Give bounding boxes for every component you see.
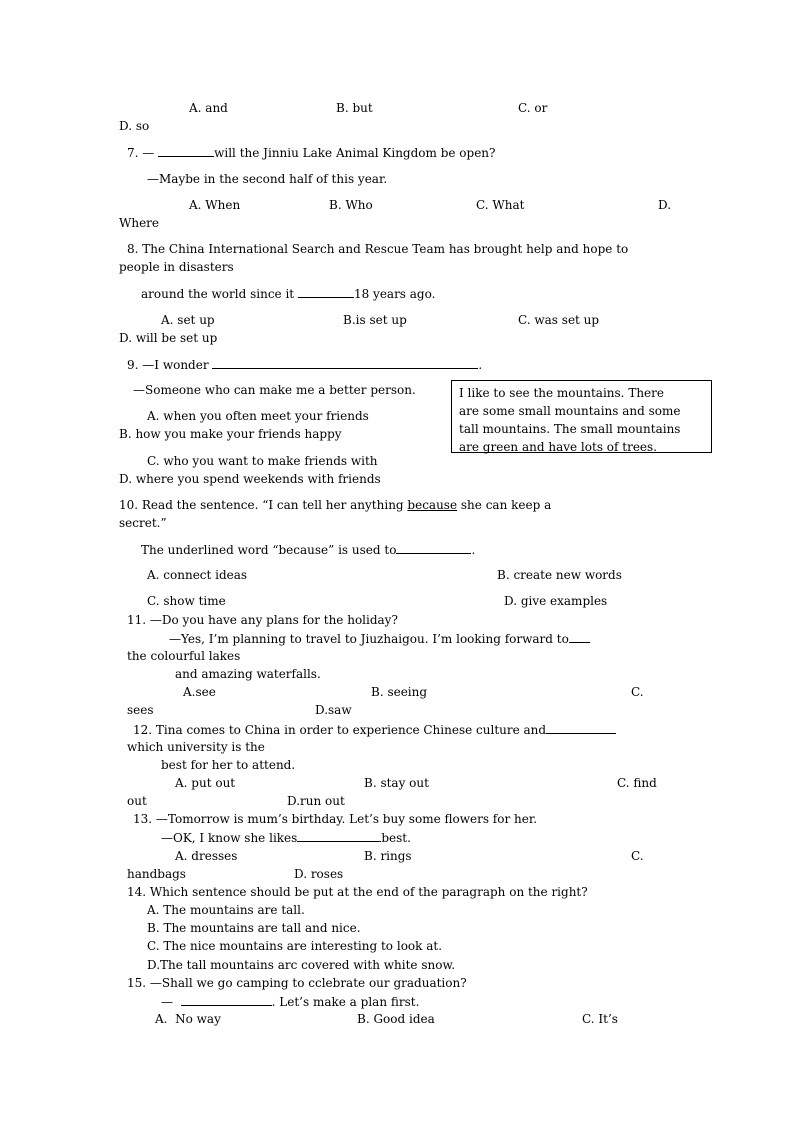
q11-option-c-word: sees	[127, 703, 154, 717]
paragraph-blank-mark: _	[701, 439, 707, 453]
q14-option-a: A. The mountains are tall.	[147, 903, 305, 917]
q10-option-a: A. connect ideas	[147, 568, 248, 582]
q13-stem-line2: —OK, I know she likes best.	[161, 831, 411, 845]
q13-option-c-word: handbags	[127, 867, 186, 881]
q12-stem-line2: which university is the	[127, 740, 265, 754]
q11-stem-line3: the colourful lakes	[127, 649, 241, 663]
reading-paragraph-box	[451, 380, 712, 453]
q8-stem-line3: around the world since it 18 years ago.	[141, 287, 436, 301]
q12-stem-line3: best for her to attend.	[161, 758, 296, 772]
q12-option-c-word: out	[127, 794, 147, 808]
q10-stem-line2: secret.”	[119, 516, 167, 530]
paragraph-line: are green and have lots of trees.	[459, 440, 657, 454]
q9-reply: —Someone who can make me a better person.	[133, 383, 416, 397]
q9-stem: 9. —I wonder .	[127, 358, 483, 372]
q11-stem-line2: —Yes, I’m planning to travel to Jiuzhaigou. I’m looking forward to	[169, 630, 590, 646]
q11-option-a: A.see	[183, 685, 216, 699]
q6-option-b: B. but	[336, 101, 373, 115]
q12-stem-line1: 12. Tina comes to China in order to experience Chinese culture and	[133, 721, 616, 737]
q11-option-b: B. seeing	[371, 685, 428, 699]
q14-stem: 14. Which sentence should be put at the end of the paragraph on the right?	[127, 885, 588, 899]
q8-option-c: C. was set up	[518, 313, 600, 327]
answer-blank	[569, 630, 590, 643]
paragraph-line: are some small mountains and some	[459, 404, 681, 418]
q15-option-a: A. No way	[155, 1012, 221, 1026]
underlined-word: because	[407, 498, 458, 512]
q7-option-a: A. When	[189, 198, 241, 212]
q9-option-a: A. when you often meet your friends	[147, 409, 369, 423]
paragraph-line: tall mountains. The small mountains	[459, 422, 681, 436]
q7-stem: 7. — will the Jinniu Lake Animal Kingdom be open?	[127, 146, 496, 160]
q8-stem-line2: people in disasters	[119, 260, 234, 274]
q12-option-d: D.run out	[287, 794, 345, 808]
q7-option-c: C. What	[476, 198, 525, 212]
q7-option-b: B. Who	[329, 198, 373, 212]
q14-option-c: C. The nice mountains are interesting to look at.	[147, 939, 443, 953]
q7-option-d-label: D.	[658, 198, 672, 212]
q10-option-c: C. show time	[147, 594, 226, 608]
q13-option-b: B. rings	[364, 849, 412, 863]
answer-blank	[298, 285, 354, 298]
answer-blank	[212, 356, 478, 369]
answer-blank	[297, 829, 381, 842]
q13-option-a: A. dresses	[175, 849, 238, 863]
q12-option-a: A. put out	[175, 776, 236, 790]
q8-option-a: A. set up	[161, 313, 215, 327]
q9-option-b: B. how you make your friends happy	[119, 427, 342, 441]
paragraph-line: I like to see the mountains. There	[459, 386, 664, 400]
q8-option-b: B.is set up	[343, 313, 407, 327]
q8-option-d: D. will be set up	[119, 331, 218, 345]
q7-option-d-word: Where	[119, 216, 160, 230]
q15-option-c: C. It’s	[582, 1012, 618, 1026]
q6-option-c: C. or	[518, 101, 548, 115]
q13-stem-line1: 13. —Tomorrow is mum’s birthday. Let’s buy some flowers for her.	[133, 812, 538, 826]
q12-option-c-label: C. find	[617, 776, 657, 790]
q13-option-d: D. roses	[294, 867, 344, 881]
q10-option-b: B. create new words	[497, 568, 622, 582]
q15-stem-line1: 15. —Shall we go camping to cclebrate our graduation?	[127, 976, 467, 990]
q9-option-c: C. who you want to make friends with	[147, 454, 378, 468]
q10-stem-line1: 10. Read the sentence. “I can tell her anything because she can keep a	[119, 498, 552, 512]
answer-blank	[396, 541, 471, 554]
q11-stem-line4: and amazing waterfalls.	[175, 667, 321, 681]
q14-option-d: D.The tall mountains arc covered with white snow.	[147, 958, 456, 972]
q10-stem-line3: The underlined word “because” is used to .	[141, 543, 476, 557]
answer-blank	[546, 721, 616, 734]
q15-option-b: B. Good idea	[357, 1012, 435, 1026]
q11-stem-line1: 11. —Do you have any plans for the holiday?	[127, 613, 398, 627]
q13-option-c-label: C.	[631, 849, 644, 863]
q8-stem-line1: 8. The China International Search and Rescue Team has brought help and hope to	[127, 242, 629, 256]
q7-reply: —Maybe in the second half of this year.	[147, 172, 388, 186]
q6-option-d: D. so	[119, 119, 150, 133]
answer-blank	[181, 993, 272, 1006]
q9-option-d: D. where you spend weekends with friends	[119, 472, 381, 486]
q6-option-a: A. and	[189, 101, 228, 115]
q14-option-b: B. The mountains are tall and nice.	[147, 921, 361, 935]
q11-option-c-label: C.	[631, 685, 644, 699]
q10-option-d: D. give examples	[504, 594, 608, 608]
answer-blank	[158, 144, 214, 157]
q12-option-b: B. stay out	[364, 776, 429, 790]
q15-stem-line2: — . Let’s make a plan first.	[161, 995, 420, 1009]
q11-option-d: D.saw	[315, 703, 352, 717]
